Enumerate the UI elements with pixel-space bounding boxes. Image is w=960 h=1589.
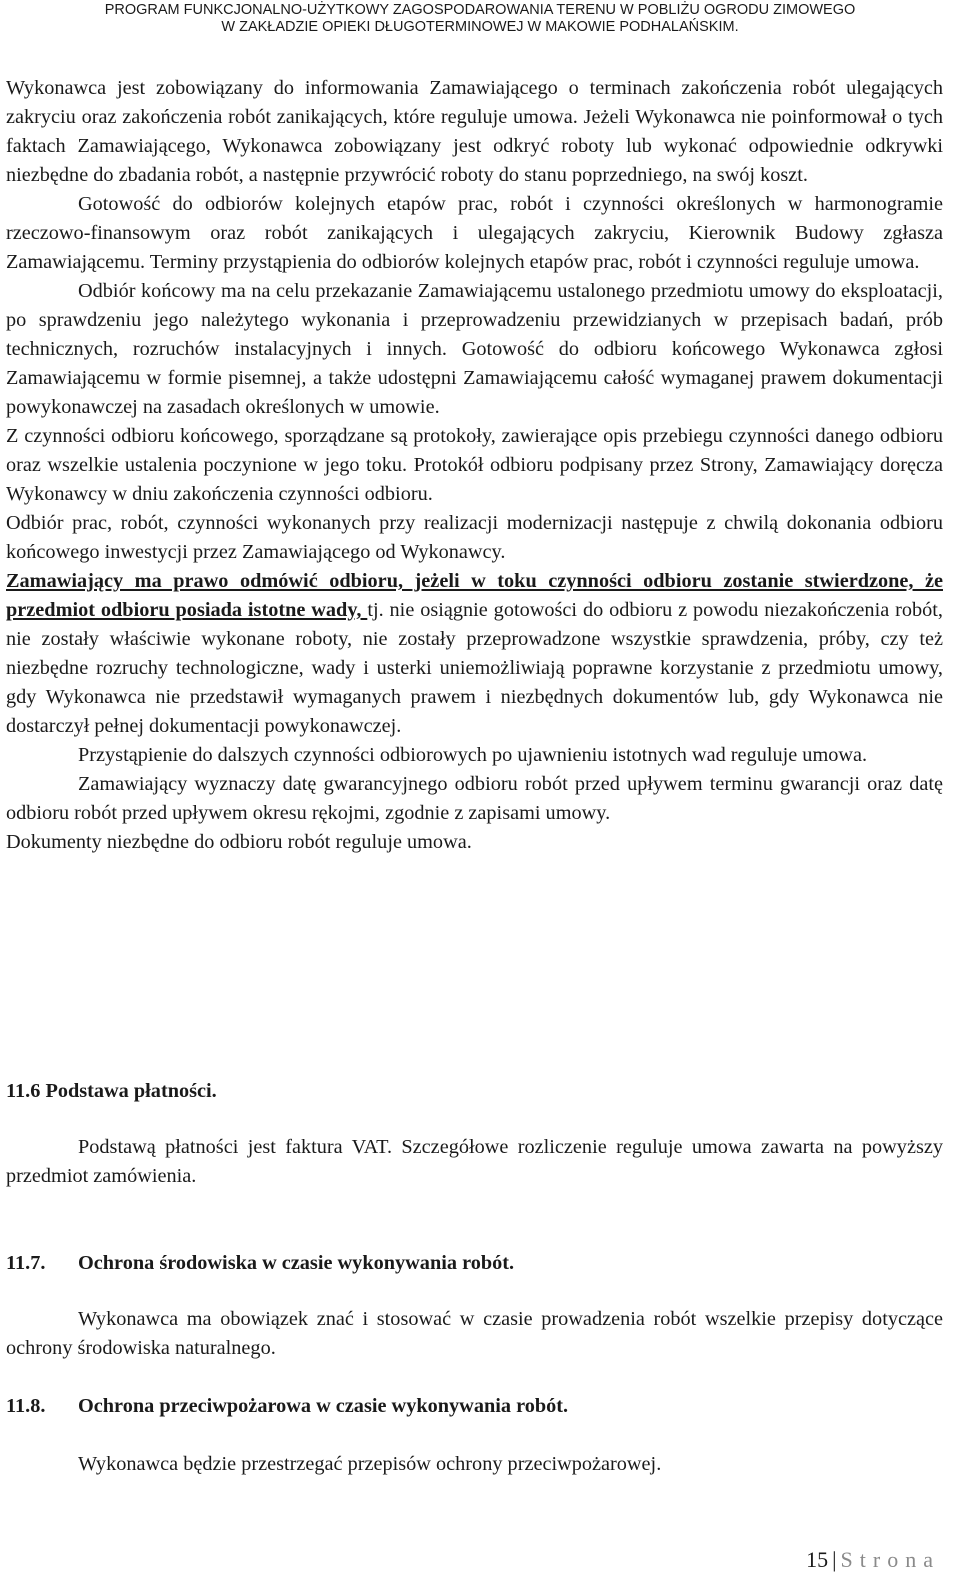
paragraph-6-rest: tj. nie osiągnie gotowości do odbioru z powodu niezakończenia robót, nie zostały właściwie wykonane roboty, nie zostały przeprowadzone wszystkie sprawdzenia, próby, czy też niezbędne rozruchy technologiczne, wady i usterki uniemożliwiają poprawne korzystanie z przedmiotu umowy, gdy Wykonawca nie przedstawił wymaganych prawem i niezbędnych dokumentów lub, gdy Wykonawca nie dostarczył pełnej dokumentacji powykonawczej. [6, 599, 943, 737]
section-11-7-text [6, 1305, 943, 1363]
section-11-7-paragraph: Wykonawca ma obowiązek znać i stosować w czasie prowadzenia robót wszelkie przepisy dotyczące ochrony środowiska naturalnego. [6, 1308, 943, 1359]
paragraph-3: Odbiór końcowy ma na celu przekazanie Zamawiającemu ustalonego przedmiotu umowy do eksploatacji, po sprawdzeniu jego należytego wykonania i przeprowadzeniu przewidzianych w przepisach badań, prób technicznych, rozruchów instalacyjnych i innych. Gotowość do odbioru końcowego Wykonawca zgłosi Zamawiającemu w formie pisemnej, a także udostępni Zamawiającemu całość wymaganej prawem dokumentacji powykonawczej na zasadach określonych w umowie. [6, 280, 943, 418]
section-11-8-heading [6, 1392, 568, 1421]
header-line-2: W ZAKŁADZIE OPIEKI DŁUGOTERMINOWEJ W MAKOWIE PODHALAŃSKIM. [221, 19, 739, 35]
paragraph-2: Gotowość do odbiorów kolejnych etapów prac, robót i czynności określonych w harmonogramie rzeczowo-finansowym oraz robót zanikających i ulegających zakryciu, Kierownik Budowy zgłasza Zamawiającemu. Terminy przystąpienia do odbiorów kolejnych etapów prac, robót i czynności reguluje umowa. [6, 193, 943, 273]
section-11-8-text [6, 1450, 943, 1479]
section-11-7-heading [6, 1249, 514, 1278]
page-number: 15 [806, 1547, 829, 1572]
document-body [6, 74, 943, 857]
section-11-6-text [6, 1133, 943, 1191]
paragraph-4: Z czynności odbioru końcowego, sporządzane są protokoły, zawierające opis przebiegu czynności danego odbioru oraz wszelkie ustalenia poczynione w jego toku. Protokół odbioru podpisany przez Strony, Zamawiający doręcza Wykonawcy w dniu zakończenia czynności odbioru. [6, 425, 943, 505]
section-11-7-title: Ochrona środowiska w czasie wykonywania robót. [78, 1252, 515, 1274]
paragraph-5: Odbiór prac, robót, czynności wykonanych przy realizacji modernizacji następuje z chwilą dokonania odbioru końcowego inwestycji przez Zamawiającego od Wykonawcy. [6, 512, 943, 563]
section-11-6-paragraph: Podstawą płatności jest faktura VAT. Szczegółowe rozliczenie reguluje umowa zawarta na powyższy przedmiot zamówienia. [6, 1136, 943, 1187]
paragraph-1: Wykonawca jest zobowiązany do informowania Zamawiającego o terminach zakończenia robót ulegających zakryciu oraz zakończenia robót zanikających, które reguluje umowa. Jeżeli Wykonawca nie poinformował o tych faktach Zamawiającego, Wykonawca zobowiązany jest odkryć roboty lub wykonać odpowiednie odkrywki niezbędne do zbadania robót, a następnie przywrócić roboty do stanu poprzedniego, na swój koszt. [6, 77, 943, 186]
header-line-1: PROGRAM FUNKCJONALNO-UŻYTKOWY ZAGOSPODAROWANIA TERENU W POBLIŻU OGRODU ZIMOWEGO [104, 2, 856, 18]
paragraph-8: Zamawiający wyznaczy datę gwarancyjnego odbioru robót przed upływem terminu gwarancji oraz datę odbioru robót przed upływem okresu rękojmi, zgodnie z zapisami umowy. [6, 773, 943, 824]
section-11-6-heading: 11.6 Podstawa płatności. [6, 1080, 217, 1102]
paragraph-6 [6, 567, 943, 741]
paragraph-6-emphasis: Zamawiający ma prawo odmówić odbioru, jeżeli w toku czynności odbioru zostanie stwierdzone, że przedmiot odbioru posiada istotne wady, [6, 570, 943, 621]
section-11-7-number: 11.7. [6, 1252, 46, 1274]
section-11-8-paragraph: Wykonawca będzie przestrzegać przepisów ochrony przeciwpożarowej. [78, 1453, 662, 1475]
paragraph-7: Przystąpienie do dalszych czynności odbiorowych po ujawnieniu istotnych wad reguluje umowa. [78, 744, 868, 766]
footer-label: Strona [840, 1547, 940, 1572]
section-11-8-number: 11.8. [6, 1395, 46, 1417]
section-11-8-title: Ochrona przeciwpożarowa w czasie wykonywania robót. [78, 1395, 569, 1417]
page-header [0, 2, 960, 36]
paragraph-9: Dokumenty niezbędne do odbioru robót reguluje umowa. [6, 831, 472, 853]
page-footer [806, 1547, 940, 1573]
footer-separator: | [832, 1547, 837, 1572]
